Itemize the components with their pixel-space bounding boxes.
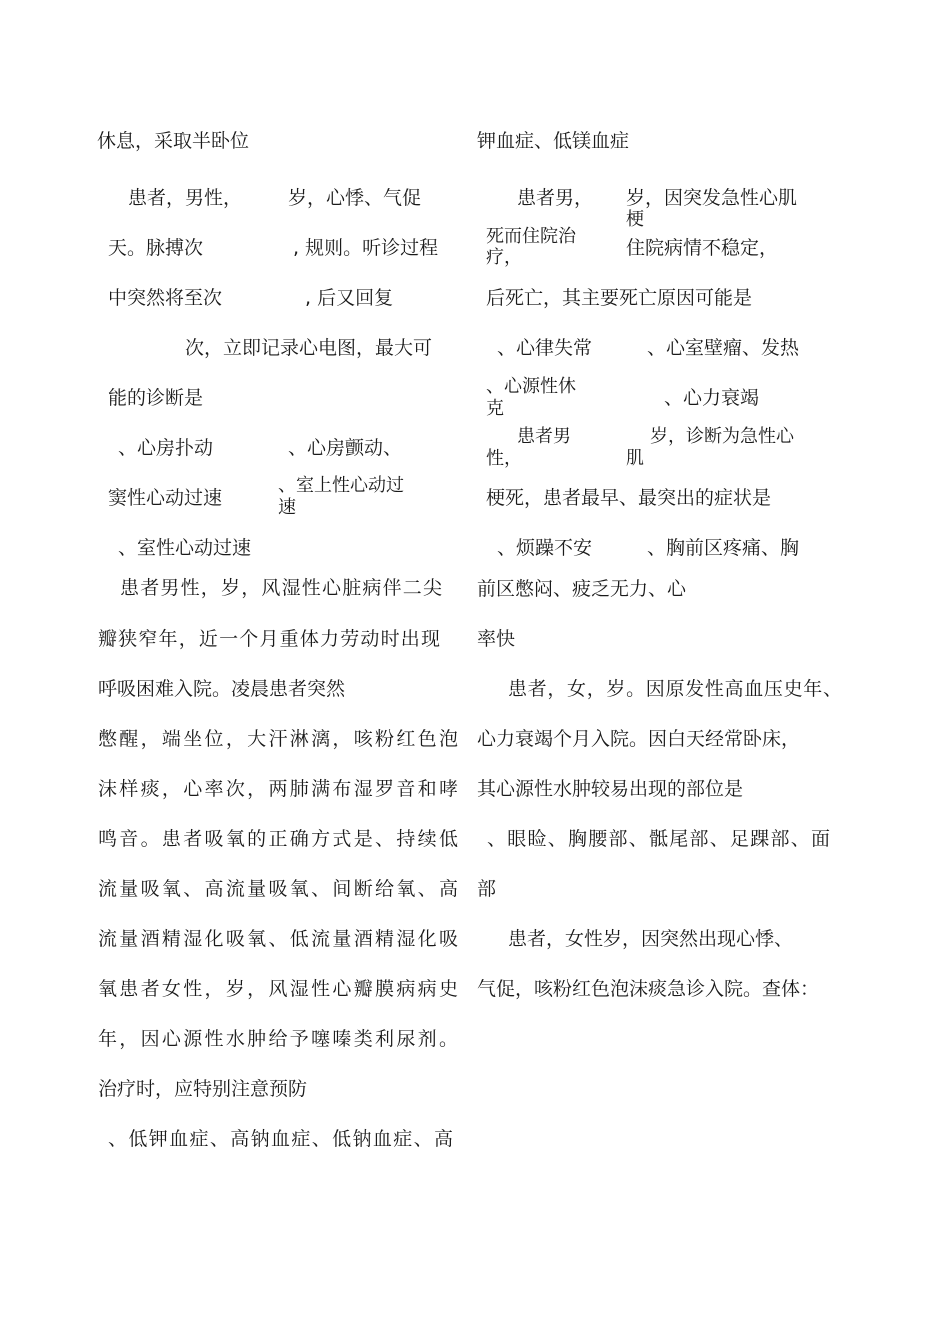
text-line: 钾血症、低镁血症 xyxy=(477,130,630,152)
text-line: 肌 xyxy=(626,448,644,469)
text-line: 患者，女，岁。因原发性高血压史年、 xyxy=(508,678,842,700)
text-line: 鸣音。患者吸氧的正确方式是、持续低 xyxy=(98,828,458,850)
text-line: 患者男 xyxy=(517,426,571,447)
text-line: 休息，采取半卧位 xyxy=(97,130,250,152)
option-item: 克 xyxy=(486,398,504,419)
text-line: 次，立即记录心电图，最大可 xyxy=(185,337,433,359)
text-line: 患者男， xyxy=(517,187,594,209)
text-line: 氧患者女性，岁，风湿性心瓣膜病病史 xyxy=(98,978,458,1000)
option-item: 速 xyxy=(278,497,296,518)
option-item: 、心室壁瘤、发热 xyxy=(647,337,800,359)
text-line: 沫样痰，心率次，两肺满布湿罗音和哮 xyxy=(98,778,458,800)
text-line: 年，因心源性水肿给予噻嗪类利尿剂。 xyxy=(98,1028,458,1050)
text-line: 瓣狭窄年，近一个月重体力劳动时出现 xyxy=(98,628,440,650)
text-line: 岁，诊断为急性心 xyxy=(650,426,794,447)
text-line: 呼吸困难入院。凌晨患者突然 xyxy=(98,678,346,700)
option-item: 、心房颤动、 xyxy=(288,437,403,459)
text-line: 梗 xyxy=(626,209,644,230)
option-item: 、室上性心动过 xyxy=(278,475,404,496)
text-line: 治疗时，应特别注意预防 xyxy=(98,1078,308,1100)
text-line: 气促，咳粉红色泡沫痰急诊入院。查体： xyxy=(477,978,820,1000)
text-line: 疗， xyxy=(486,247,522,268)
text-line: 率快 xyxy=(477,628,516,650)
text-line: , 规则。听诊过程 xyxy=(293,237,439,259)
text-line: 后死亡，其主要死亡原因可能是 xyxy=(486,287,753,309)
text-line: 死而住院治 xyxy=(486,226,576,247)
option-item: 、心房扑动 xyxy=(118,437,214,459)
text-line: 性， xyxy=(486,448,522,469)
text-line: 、眼睑、胸腰部、骶尾部、足踝部、面 xyxy=(487,828,830,850)
text-line: 憋醒，端坐位，大汗淋漓，咳粉红色泡 xyxy=(98,728,458,750)
text-line: 患者，女性岁，因突然出现心悸、 xyxy=(508,928,794,950)
text-line: 患者，男性， xyxy=(128,187,243,209)
text-line: 、低钾血症、高钠血症、低钠血症、高 xyxy=(108,1128,453,1150)
text-line: 前区憋闷、疲乏无力、心 xyxy=(477,578,687,600)
text-line: 中突然将至次 xyxy=(108,287,223,309)
text-line: 流量酒精湿化吸氧、低流量酒精湿化吸 xyxy=(98,928,458,950)
text-line: 梗死，患者最早、最突出的症状是 xyxy=(486,487,772,509)
option-item: 、胸前区疼痛、胸 xyxy=(647,537,800,559)
text-line: 能的诊断是 xyxy=(108,387,204,409)
text-line: 岁，因突发急性心肌 xyxy=(626,187,798,209)
option-item: 、心源性休 xyxy=(486,376,576,397)
option-item: 窦性心动过速 xyxy=(108,487,223,509)
text-line: 岁，心悸、气促 xyxy=(288,187,422,209)
text-line: 心力衰竭个月入院。因白天经常卧床， xyxy=(477,728,801,750)
text-line: 流量吸氧、高流量吸氧、间断给氧、高 xyxy=(98,878,458,900)
text-line: , 后又回复 xyxy=(305,287,394,309)
text-line: 天。脉搏次 xyxy=(108,237,204,259)
option-item: 、室性心动过速 xyxy=(118,537,252,559)
text-line: 住院病情不稳定， xyxy=(626,237,779,259)
option-item: 、心律失常 xyxy=(497,337,593,359)
option-item: 、心力衰竭 xyxy=(664,387,760,409)
option-item: 、烦躁不安 xyxy=(497,537,593,559)
text-line: 部 xyxy=(477,878,497,900)
text-line: 患者男性，岁，风湿性心脏病伴二尖 xyxy=(120,577,442,599)
text-line: 其心源性水肿较易出现的部位是 xyxy=(477,778,744,800)
